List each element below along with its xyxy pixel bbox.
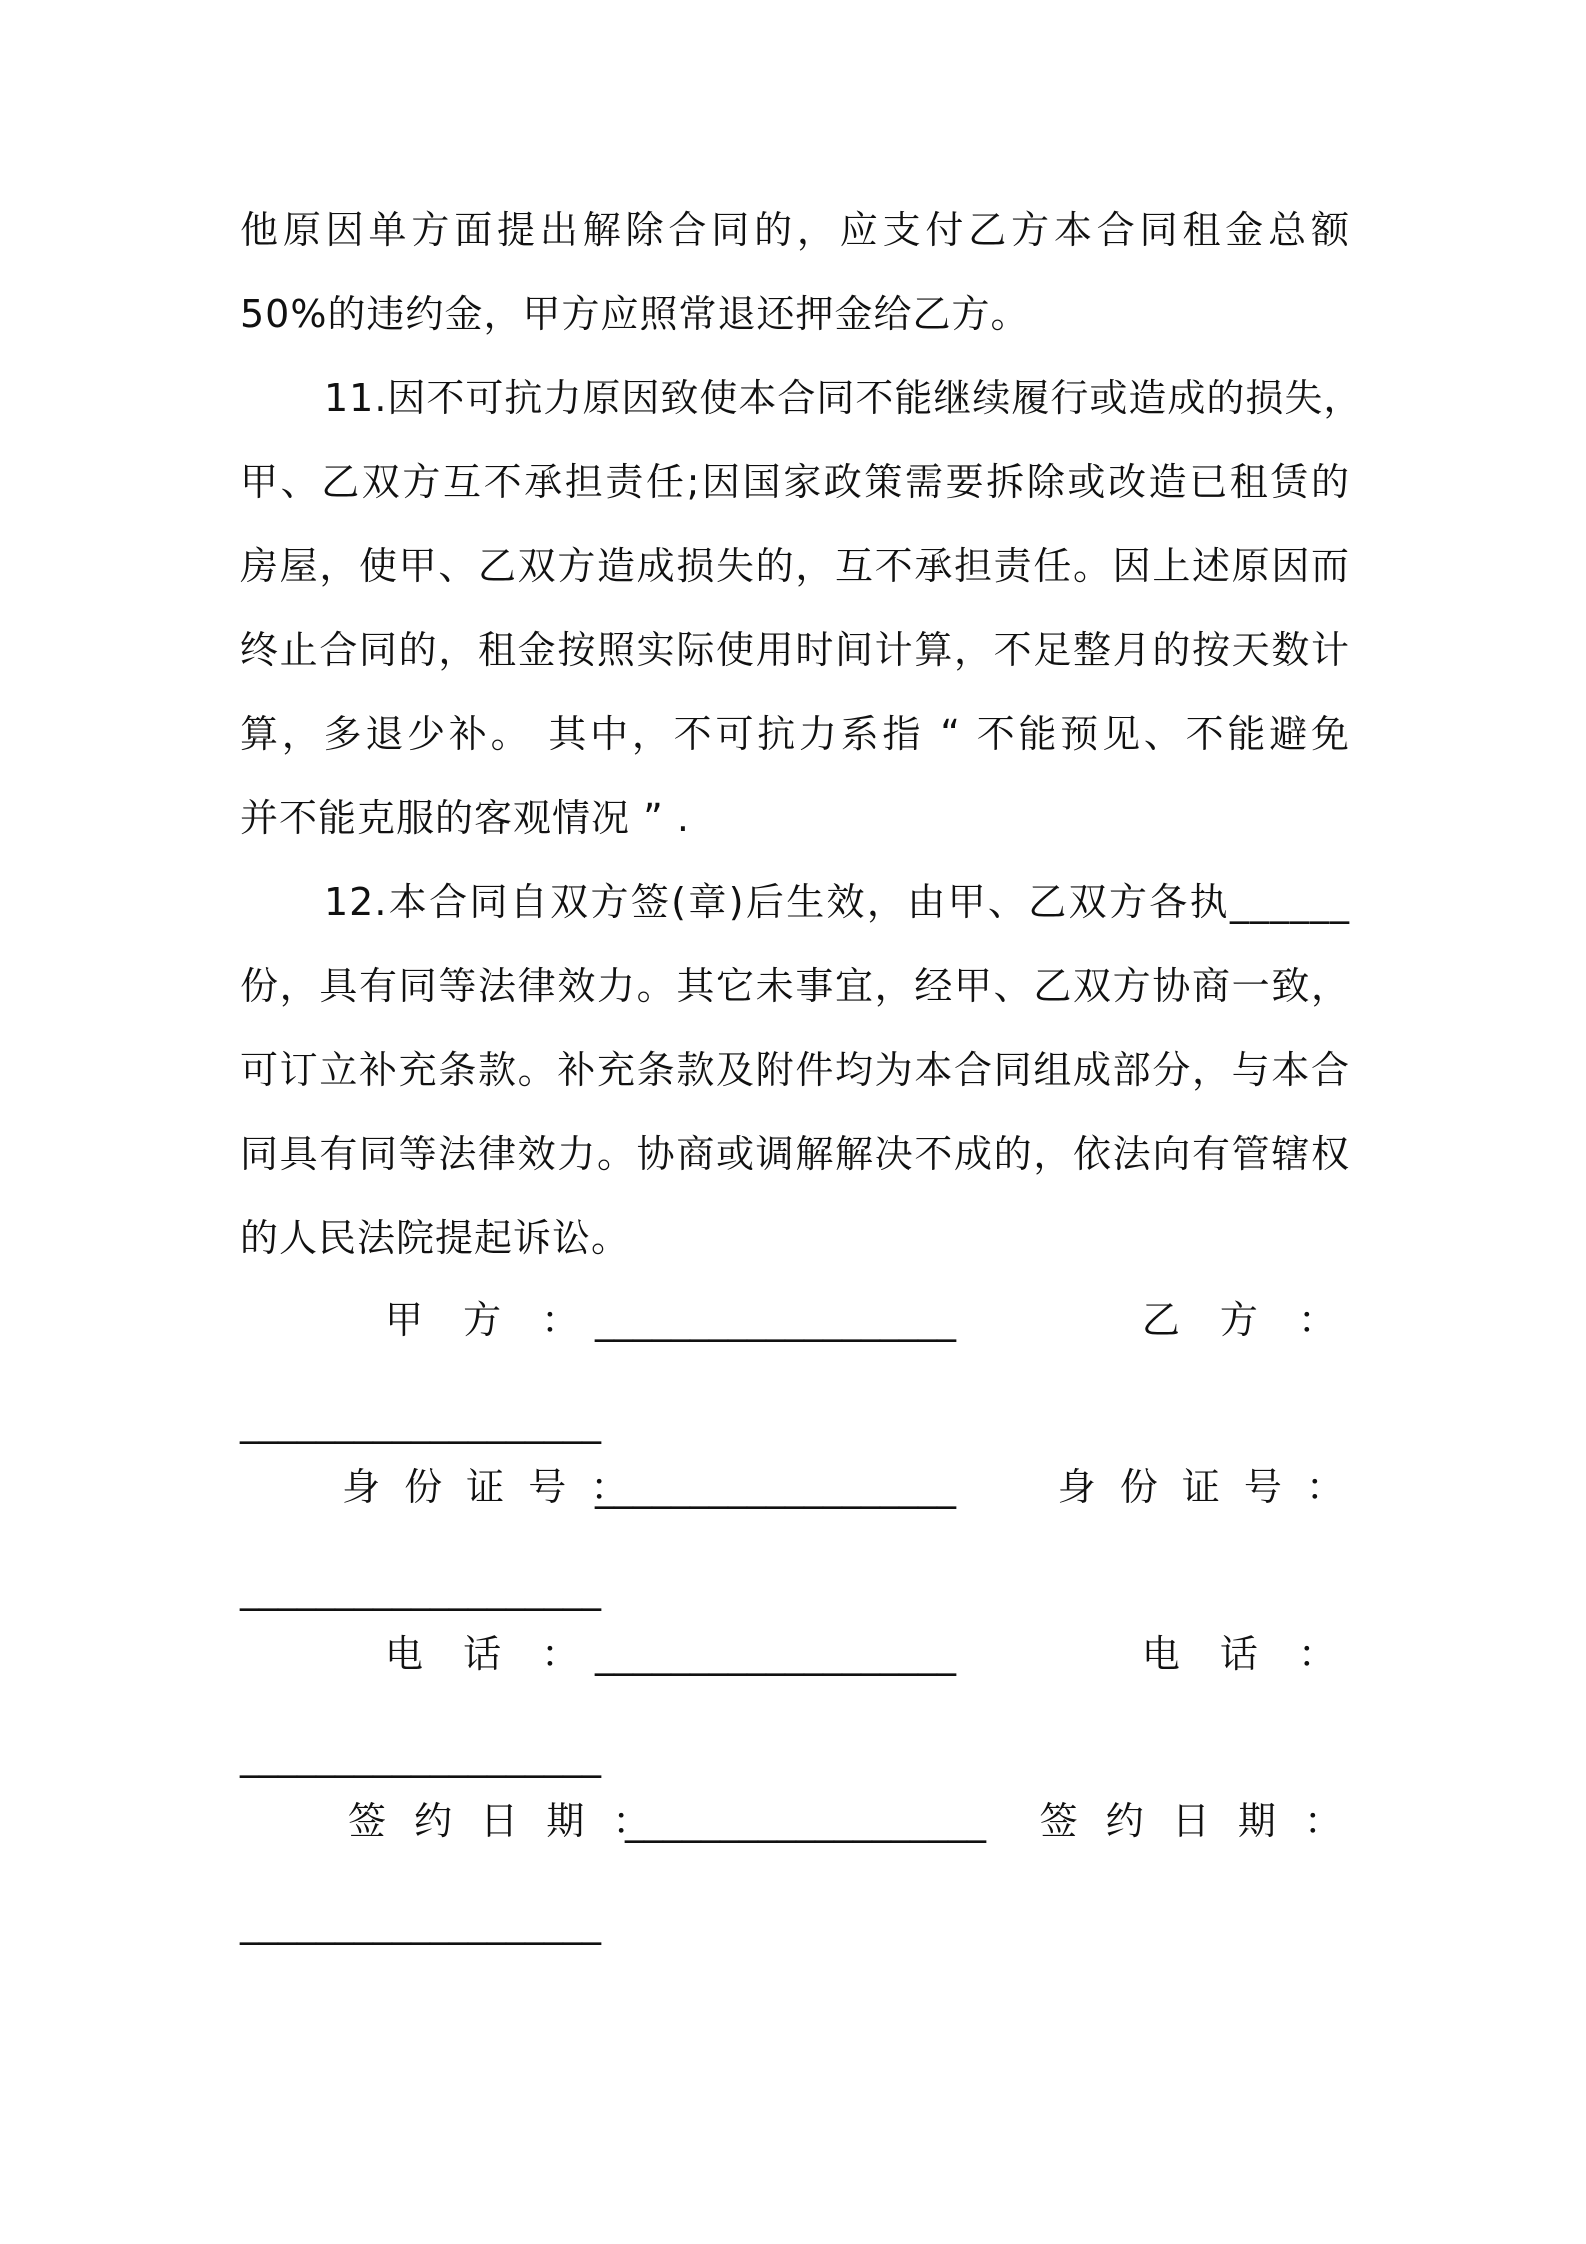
id-b-blank[interactable]: ___________________ xyxy=(240,1567,601,1611)
party-signature-row xyxy=(240,1278,1350,1362)
text-line: 12.本合同自双方签(章)后生效，由甲、乙双方各执______ xyxy=(324,880,1350,924)
date-a-label: 签 约 日 期 ： xyxy=(348,1799,659,1843)
clause-11 xyxy=(240,356,1363,860)
id-number-row xyxy=(240,1445,1350,1529)
text-line: 可订立补充条款。补充条款及附件均为本合同组成部分，与本合 xyxy=(240,1048,1350,1092)
party-b-label: 乙 方 ： xyxy=(1141,1298,1350,1342)
text-line: 50%的违约金，甲方应照常退还押金给乙方。 xyxy=(240,292,1030,336)
clause-12 xyxy=(240,860,1350,1280)
text-line: 他原因单方面提出解除合同的，应支付乙方本合同租金总额 xyxy=(240,208,1350,252)
phone-b-blank[interactable]: ___________________ xyxy=(240,1734,601,1778)
date-b-blank[interactable]: ___________________ xyxy=(240,1901,601,1945)
party-b-blank[interactable]: ___________________ xyxy=(240,1400,601,1444)
phone-a-label: 电 话 ： xyxy=(385,1632,594,1676)
text-line: 同具有同等法律效力。协商或调解解决不成的，依法向有管辖权 xyxy=(240,1132,1350,1176)
clause-10-tail xyxy=(240,188,1350,356)
date-a-blank[interactable]: ___________________ xyxy=(625,1799,986,1843)
text-line: 11.因不可抗力原因致使本合同不能继续履行或造成的损失， xyxy=(324,376,1363,420)
id-b-label: 身 份 证 号 ： xyxy=(1057,1465,1350,1509)
signing-date-row xyxy=(240,1779,1350,1863)
party-a-blank[interactable]: ___________________ xyxy=(595,1298,956,1342)
id-a-label: 身 份 证 号 ： xyxy=(342,1465,635,1509)
party-a-label: 甲 方 ： xyxy=(385,1298,594,1342)
text-line: 房屋，使甲、乙双方造成损失的，互不承担责任。因上述原因而 xyxy=(240,544,1350,588)
text-line: 甲、乙双方互不承担责任;因国家政策需要拆除或改造已租赁的 xyxy=(240,460,1350,504)
text-line: 份，具有同等法律效力。其它未事宜，经甲、乙双方协商一致， xyxy=(240,964,1350,1008)
phone-a-blank[interactable]: ___________________ xyxy=(595,1632,956,1676)
id-a-blank[interactable]: ___________________ xyxy=(595,1465,956,1509)
text-line: 并不能克服的客观情况 ” . xyxy=(240,796,690,840)
text-line: 的人民法院提起诉讼。 xyxy=(240,1216,631,1260)
phone-row xyxy=(240,1612,1350,1696)
text-line: 终止合同的，租金按照实际使用时间计算，不足整月的按天数计 xyxy=(240,628,1350,672)
phone-b-label: 电 话 ： xyxy=(1141,1632,1350,1676)
date-b-label: 签 约 日 期 ： xyxy=(1039,1799,1350,1843)
text-line: 算，多退少补。 其中，不可抗力系指 “ 不能预见、不能避免 xyxy=(240,712,1350,756)
